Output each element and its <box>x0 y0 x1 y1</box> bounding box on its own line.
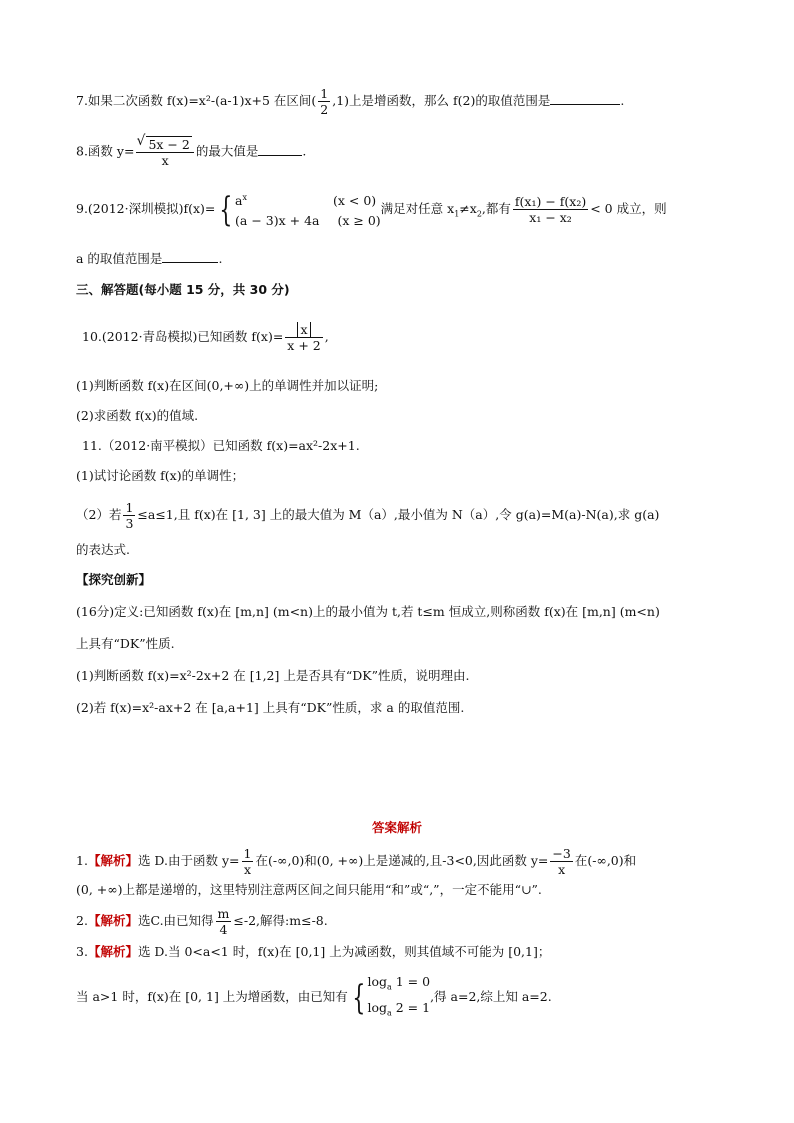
question-8: 8.函数 y= √ $\frac{5x - 2}{x}$ 的最大值是 . <box>76 136 734 168</box>
q11-part-1: (1)试讨论函数 f(x)的单调性； <box>76 468 245 483</box>
q10-fraction: $\frac{x}{x + 2}$ <box>287 322 321 353</box>
q10-part-2: (2)求函数 f(x)的值域. <box>76 408 199 423</box>
q11-fraction: $\frac{1}{3}$ <box>125 500 134 531</box>
answers-title: 答案解析 <box>371 820 422 835</box>
q9-fraction: $\frac{\text{f(x₁) − f(x₂)}}{\text{x₁ − x₂}}$ <box>514 194 587 226</box>
a2-fraction: $\frac{m}{4}$ <box>217 906 230 937</box>
q7-fraction: $\frac{1}{2}$ <box>320 86 329 117</box>
a1-fraction-1: $\frac{1}{x}$ <box>243 846 252 877</box>
q9-answer-blank <box>162 250 218 263</box>
q8-text-b: 的最大值是 <box>195 143 259 159</box>
q7-text-b: ,1)上是增函数，那么 f(2)的取值范围是 <box>332 93 551 108</box>
a3-system: $\log_a 1 = 0$ $\log_a 2 = 1$ <box>367 974 431 1017</box>
answer-2: 2.【解析】选C.由已知得 $\frac{m}{4}$ ≤-2,解得:m≤-8. <box>76 906 328 937</box>
question-11: 11.（2012·南平模拟）已知函数 f(x)=ax²-2x+1. <box>82 438 360 453</box>
q7-text: 7.如果二次函数 f(x)=x²-(a-1)x+5 在区间( <box>76 93 317 108</box>
q8-fraction: √ $\frac{5x - 2}{x}$ <box>136 136 193 168</box>
q11-part-2-line-2: 的表达式. <box>76 542 130 557</box>
answer-3-line-2: 当 a>1 时，f(x)在 [0, 1] 上为增函数，由已知有 { $\log_a 1 = 0$ $\log_a 2 = 1$ ,得 a=2,综上知 a=2. <box>76 972 734 1023</box>
question-10: 10.(2012·青岛模拟)已知函数 f(x)= $\frac{x}{x + 2}$ , <box>82 322 329 353</box>
q11-part-2: （2）若 $\frac{1}{3}$ ≤a≤1,且 f(x)在 [1, 3] 上的最大值为 M（a）,最小值为 N（a）,令 g(a)=M(a)-N(a),求 g(a) <box>76 500 660 531</box>
answer-1: 1.【解析】选 D.由于函数 y= $\frac{1}{x}$ 在(-∞,0)和(0, +∞)上是递减的,且-3<0,因此函数 y= $\frac{-3}{x}$ 在(-∞,0)和 <box>76 846 637 877</box>
explore-line-2: 上具有“DK”性质. <box>76 636 175 651</box>
question-7: 7.如果二次函数 f(x)=x²-(a-1)x+5 在区间( $\frac{1}{2}$ ,1)上是增函数，那么 f(2)的取值范围是 . <box>76 86 625 117</box>
explore-line-1: (16分)定义:已知函数 f(x)在 [m,n] (m<n)上的最小值为 t,若 t≤m 恒成立,则称函数 f(x)在 [m,n] (m<n) <box>76 604 660 619</box>
q10-part-1: (1)判断函数 f(x)在区间(0,+∞)上的单调性并加以证明; <box>76 378 379 393</box>
q9-text: 9.(2012·深圳模拟)f(x)= <box>76 201 216 217</box>
question-9: 9.(2012·深圳模拟)f(x)= { $a^x$ (x < 0) (a − 3)x + 4a (x ≥ 0) 满足对任意 $x_1\ne x_2$,都有 $\frac{\text{f(x₁) − f(x₂)}}{\text{x₁ − x₂}}$ < 0 成立，则 <box>76 189 667 230</box>
q9-piecewise: $a^x$ (x < 0) (a − 3)x + 4a (x ≥ 0) <box>235 193 381 229</box>
explore-heading: 【探究创新】 <box>76 572 152 587</box>
q7-answer-blank <box>550 92 620 105</box>
explore-part-1: (1)判断函数 f(x)=x²-2x+2 在 [1,2] 上是否具有“DK”性质，说明理由. <box>76 668 470 683</box>
a1-fraction-2: $\frac{-3}{x}$ <box>552 846 571 877</box>
answer-3: 3.【解析】选 D.当 0<a<1 时，f(x)在 [0,1] 上为减函数，则其值域不可能为 [0,1]； <box>76 944 551 959</box>
section-3-heading: 三、解答题(每小题 15 分，共 30 分) <box>76 282 290 297</box>
q8-text: 8.函数 y= <box>76 143 135 159</box>
question-9-line-2: a 的取值范围是 . <box>76 251 223 266</box>
q8-answer-blank <box>258 143 302 156</box>
answer-1-line-2: (0, +∞)上都是递增的，这里特别注意两区间之间只能用“和”或“,”，一定不能用“∪”. <box>76 882 542 897</box>
explore-part-2: (2)若 f(x)=x²-ax+2 在 [a,a+1] 上具有“DK”性质，求 a 的取值范围. <box>76 700 465 715</box>
